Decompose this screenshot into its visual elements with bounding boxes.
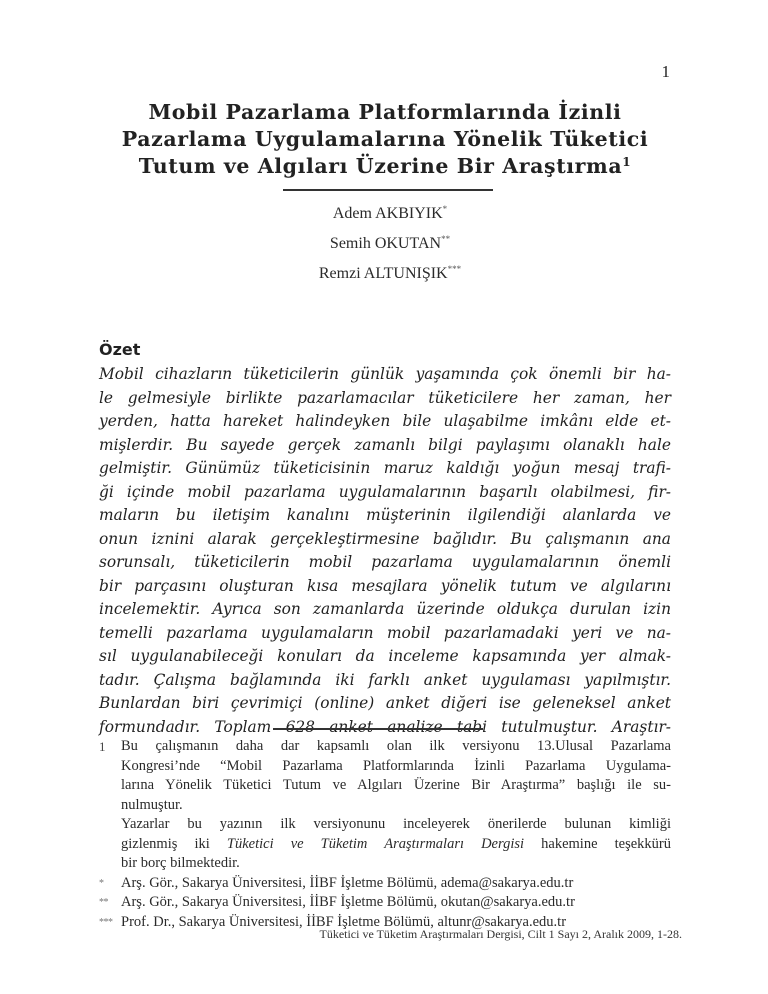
abstract-line: ği içinde mobil pazarlama uygulamalarının başarılı olabilmesi, fir- [99, 482, 671, 501]
title-line-3 [90, 153, 680, 180]
footnote-line: Arş. Gör., Sakarya Üniversitesi, İİBF İşletme Bölümü, adema@sakarya.edu.tr [121, 874, 574, 891]
footnote-marker: ** [99, 897, 108, 908]
title-line-1: Mobil Pazarlama Platformlarında İzinli [148, 100, 622, 124]
abstract-line: maların bu iletişim kanalını müşterinin ilgilendiği alanlarda ve [99, 506, 671, 524]
journal-citation-footer: Tüketici ve Tüketim Araştırmaları Dergisi, Cilt 1 Sayı 2, Aralık 2009, 1-28. [319, 927, 682, 941]
author-marker: * [442, 204, 448, 214]
footnote-1 [99, 737, 671, 815]
author-2 [200, 233, 580, 263]
footnote-line: Yazarlar bu yazının ilk versiyonunu inceleyerek önerilerde bulunan kimliği [121, 816, 671, 832]
abstract-line: Mobil cihazların tüketicilerin günlük yaşamında çok önemli bir ha- [99, 365, 671, 383]
footnote-line: Prof. Dr., Sakarya Üniversitesi, İİBF İşletme Bölümü, altunr@sakarya.edu.tr [121, 913, 567, 930]
author-name: Semih OKUTAN [329, 235, 442, 252]
abstract-line: le gelmesiyle birlikte pazarlamacılar tüketicilere her zaman, her [99, 388, 671, 407]
abstract-line: incelemektir. Ayrıca son zamanlarda üzerinde oldukça durulan izin [99, 600, 671, 618]
author-3 [200, 263, 580, 293]
abstract-body [99, 363, 671, 739]
title-footnote-ref: 1 [622, 155, 632, 169]
page-number: 1 [661, 62, 670, 81]
abstract-line: onun iznini alarak gerçekleştirmesine bağlıdır. Bu çalışmanın ana [99, 529, 671, 548]
author-name: Remzi ALTUNIŞIK [318, 265, 448, 282]
abstract-line: gelmiştir. Günümüz tüketicisinin maruz kaldığı yoğun mesaj trafi- [99, 459, 671, 477]
footnote-author-1 [99, 874, 671, 894]
abstract-line: formundadır. Toplam 628 anket analize tabi tutulmuştur. Araştır- [99, 717, 671, 736]
paper-title [90, 99, 680, 180]
footnote-line [121, 835, 671, 855]
journal-name-italic: Tüketici ve Tüketim Araştırmaları Dergisi [226, 835, 525, 852]
footnote-acknowledgement [99, 815, 671, 874]
abstract-line: mişlerdir. Bu sayede gerçek zamanlı bilgi paylaşımı olanaklı hale [99, 435, 671, 454]
author-1 [200, 203, 580, 233]
footnote-line: Kongresi’nde “Mobil Pazarlama Platformlarında İzinli Pazarlama Uygulama- [121, 757, 671, 774]
author-name: Adem AKBIYIK [332, 205, 443, 222]
footnote-text: gizlenmiş iki [121, 835, 227, 852]
footnote-line: Arş. Gör., Sakarya Üniversitesi, İİBF İşletme Bölümü, okutan@sakarya.edu.tr [121, 894, 575, 910]
abstract-line: yerden, hatta hareket halindeyken bile ulaşabilme imkânı elde et- [99, 412, 671, 430]
title-line-3-text: Tutum ve Algıları Üzerine Bir Araştırma [138, 154, 623, 178]
abstract-line: Bunlardan biri çevrimiçi (online) anket diğeri ise geleneksel anket [99, 694, 671, 712]
abstract-line: sıl uygulanabileceği konuları da inceleme kapsamında yer almak- [99, 647, 671, 665]
abstract-heading: Özet [99, 340, 141, 359]
footnote-marker: 1 [99, 739, 106, 754]
footnote-line: Bu çalışmanın daha dar kapsamlı olan ilk versiyonu 13.Ulusal Pazarlama [121, 738, 671, 754]
footnote-divider [273, 728, 483, 730]
author-list [200, 203, 580, 293]
author-marker: *** [447, 264, 462, 274]
title-line-2: Pazarlama Uygulamalarına Yönelik Tüketici [121, 127, 649, 151]
footnote-line: bir borç bilmektedir. [121, 855, 240, 871]
abstract-line: temelli pazarlama uygulamaların mobil pazarlamadaki yeri ve na- [99, 623, 671, 642]
abstract-line: tadır. Çalışma bağlamında iki farklı anket uygulaması yapılmıştır. [99, 670, 671, 689]
footnote-line: larına Yönelik Tüketici Tutum ve Algıları Üzerine Bir Araştırma” başlığı ile su- [121, 777, 671, 793]
footnote-marker: *** [99, 916, 113, 928]
footnote-text: hakemine teşekkürü [524, 835, 671, 852]
title-divider [283, 189, 493, 191]
footnotes [99, 737, 671, 932]
abstract-line: bir parçasını oluşturan kısa mesajlara yönelik tutum ve algılarını [99, 576, 671, 595]
footnote-author-2 [99, 893, 671, 913]
footnote-line: nulmuştur. [121, 796, 183, 813]
footnote-marker: * [99, 877, 104, 889]
abstract-line: sorunsalı, tüketicilerin mobil pazarlama uygulamalarının önemli [99, 553, 671, 571]
author-marker: ** [441, 234, 451, 244]
